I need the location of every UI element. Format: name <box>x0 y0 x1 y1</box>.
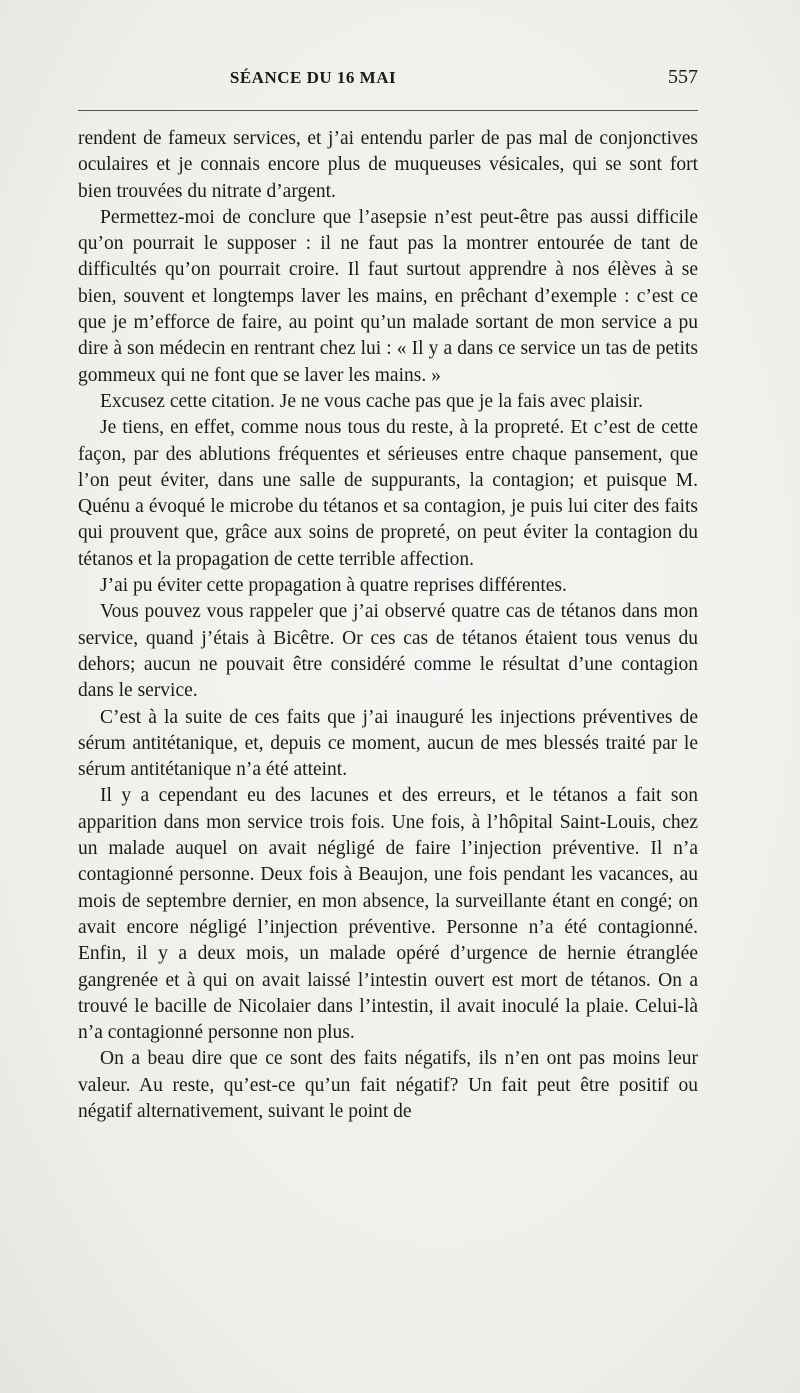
paragraph-faits-negatifs: On a beau dire que ce sont des faits négatifs, ils n’en ont pas moins leur valeur. Au reste, qu’est-ce qu’un fait négatif? Un fait peut être positif ou négatif alternativement, suivant le point de <box>78 1048 698 1122</box>
paragraph-quatre-reprises: J’ai pu éviter cette propagation à quatre reprises différentes. <box>100 575 567 597</box>
paragraph-proprete: Je tiens, en effet, comme nous tous du reste, à la propreté. Et c’est de cette façon, par des ablutions fréquentes et sérieuses entre chaque pansement, que l’on peut éviter, dans une salle de suppurants, la contagion; et puisque M. Quénu a évoqué le microbe du tétanos et sa contagion, je puis lui citer des faits qui prouvent que, grâce aux soins de propreté, on peut éviter la contagion du tétanos et la propagation de cette terrible affection. <box>78 417 698 570</box>
paragraph-lacunes: Il y a cependant eu des lacunes et des erreurs, et le tétanos a fait son apparition dans mon service trois fois. Une fois, à l’hôpital Saint-Louis, chez un malade auquel on avait négligé de faire l’injection préventive. Il n’a contagionné personne. Deux fois à Beaujon, une fois pendant les vacances, au mois de septembre dernier, en mon absence, la surveillante étant en congé; on avait encore négligé l’injection préventive. Personne n’a été contagionné. Enfin, il y a deux mois, un malade opéré d’urgence de hernie étranglée gangrenée et à qui on avait laissé l’intestin ouvert est mort de tétanos. On a trouvé le bacille de Nicolaier dans l’intestin, il avait inoculé la plaie. Celui-là n’a contagionné personne non plus. <box>78 785 698 1044</box>
running-header <box>78 64 698 94</box>
header-title: SÉANCE DU 16 MAI <box>229 68 397 87</box>
paragraph-continuation: rendent de fameux services, et j’ai entendu parler de pas mal de conjonctives oculaires et je connais encore plus de muqueuses vésicales, qui se sont fort bien trouvées du nitrate d’argent. <box>78 128 698 202</box>
paragraph-injections: C’est à la suite de ces faits que j’ai inauguré les injections préventives de sérum antitétanique, et, depuis ce moment, aucun de mes blessés traité par le sérum antitétanique n’a été atteint. <box>78 706 698 781</box>
paragraph-citation: Excusez cette citation. Je ne vous cache pas que je la fais avec plaisir. <box>100 390 644 412</box>
paragraph-asepsie: Permettez-moi de conclure que l’asepsie n’est peut-être pas aussi difficile qu’on pourrait le supposer : il ne faut pas la montrer entourée de tant de difficultés qu’on pourrait croire. Il faut surtout apprendre à nos élèves à se bien, souvent et longtemps laver les mains, en prêchant d’exemple : c’est ce que je m’efforce de faire, au point qu’un malade sortant de mon service a pu dire à son médecin en rentrant chez lui : « Il y a dans ce service un tas de petits gommeux qui ne font que se laver les mains. » <box>78 206 698 386</box>
header-rule <box>78 110 698 111</box>
paragraph-bicetre: Vous pouvez vous rappeler que j’ai observé quatre cas de tétanos dans mon service, quand j’étais à Bicêtre. Or ces cas de tétanos étaient tous venus du dehors; aucun ne pouvait être considéré comme le résultat d’une contagion dans le service. <box>78 601 698 702</box>
page-number: 557 <box>668 66 698 88</box>
body-text <box>78 126 698 1125</box>
